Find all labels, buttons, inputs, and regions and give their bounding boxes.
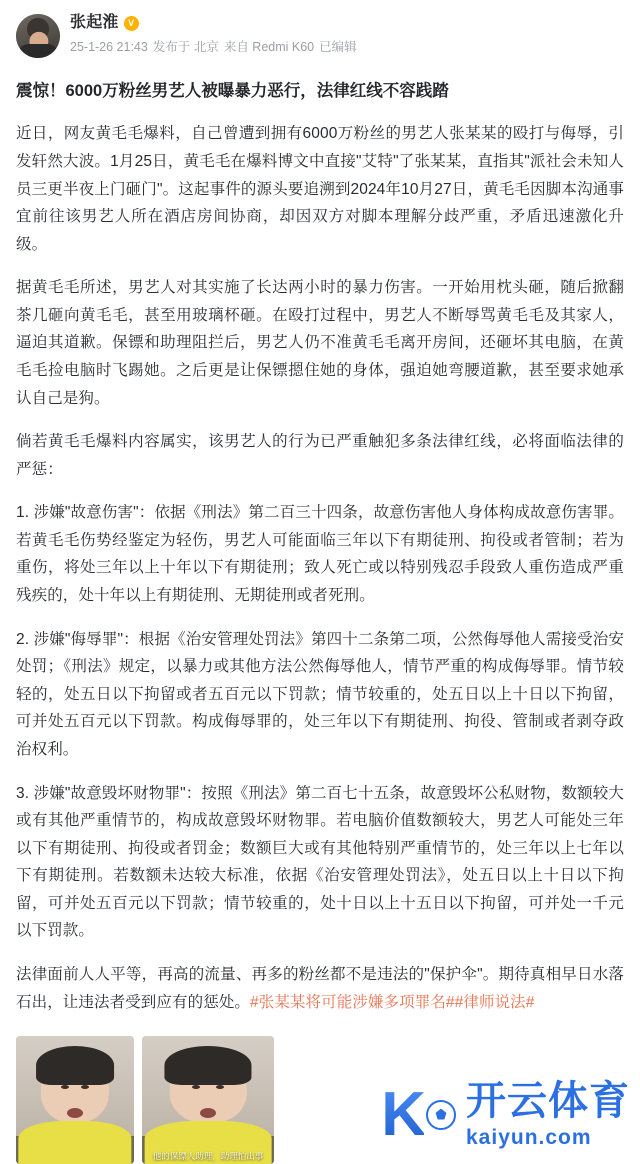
thumb-hair: [36, 1046, 114, 1084]
thumb-mouth: [200, 1108, 216, 1118]
thumb-caption: 他的保镖人助理，助理怕出事: [152, 1150, 264, 1161]
post-header: [0, 0, 640, 64]
post-paragraph: 倘若黄毛毛爆料内容属实，该男艺人的行为已严重触犯多条法律红线，必将面临法律的严惩：: [16, 433, 624, 478]
post-paragraph: 1. 涉嫌"故意伤害"：依据《刑法》第二百三十四条，故意伤害他人身体构成故意伤害罪。若黄毛毛伤势经鉴定为轻伤，男艺人可能面临三年以下有期徒刑、拘役或者管制；若为重伤，将处三年以上十年以下有期徒刑；致人死亡或以特别残忍手段致人重伤造成严重残疾的，处十年以上有期徒刑、无期徒刑或者死刑。: [16, 504, 624, 605]
vip-badge-icon: V: [124, 16, 139, 31]
avatar[interactable]: [16, 14, 60, 58]
author-info: [70, 14, 357, 55]
screenshot-thumb-2[interactable]: [142, 1036, 274, 1164]
post-meta: [70, 40, 357, 55]
thumb-hair: [164, 1046, 251, 1084]
screenshot-thumb-1[interactable]: [16, 1036, 134, 1164]
author-name[interactable]: 张起淮: [70, 14, 119, 31]
thumb-eye-right: [216, 1085, 224, 1089]
post-edited-flag: 已编辑: [319, 40, 357, 54]
thumb-caption: [16, 1158, 134, 1164]
thumb-eye-right: [81, 1085, 89, 1089]
post-title: 震惊！6000万粉丝男艺人被曝暴力恶行，法律红线不容践踏: [16, 82, 449, 100]
author-name-row: [70, 15, 357, 31]
watermark-brand-cn: 开云体育: [466, 1079, 630, 1124]
watermark-brand-en: kaiyun.com: [466, 1126, 592, 1150]
post-paragraph: 近日，网友黄毛毛爆料，自己曾遭到拥有6000万粉丝的男艺人张某某的殴打与侮辱，引发轩然大波。1月25日，黄毛毛在爆料博文中直接"艾特"了张某某，直指其"派社会未知人员三更半夜上门砸门"。这起事件的源头要追溯到2024年10月27日，黄毛毛因脚本沟通事宜前往该男艺人所在酒店房间协商，却因双方对脚本理解分歧严重，矛盾迅速激化升级。: [16, 125, 624, 253]
post-paragraph: 2. 涉嫌"侮辱罪"：根据《治安管理处罚法》第四十二条第二项，公然侮辱他人需接受治安处罚；《刑法》规定，以暴力或其他方法公然侮辱他人，情节严重的构成侮辱罪。情节较轻的，处五日以下拘留或者五百元以下罚款；情节较重的，处五日以上十日以下拘留，可并处五百元以下罚款。构成侮辱罪的，处三年以下有期徒刑、拘役、管制或者剥夺政治权利。: [16, 630, 624, 758]
post-content: [0, 64, 640, 1016]
post-datetime: 25-1-26 21:43: [70, 40, 148, 54]
thumb-eye-left: [192, 1085, 200, 1089]
thumb-mouth: [67, 1108, 83, 1118]
post-paragraph: 3. 涉嫌"故意毁坏财物罪"：按照《刑法》第二百七十五条，故意毁坏公私财物，数额较大或有其他严重情节的，构成故意毁坏财物罪。若电脑价值数额较大，男艺人可能处三年以下有期徒刑、拘役或者罚金；数额巨大或有其他特别严重情节的，处三年以上七年以下有期徒刑。若数额未达较大标准，依据《治安管理处罚法》，处五日以上十日以下拘留，可并处五百元以下罚款；情节较重的，处十日以上十五日以下拘留，可并处一千元以下罚款。: [16, 784, 624, 940]
post-device[interactable]: 来自 Redmi K60: [223, 40, 315, 54]
post-closing-paragraph: [16, 961, 624, 1016]
hashtag-links[interactable]: #张某某将可能涉嫌多项罪名##律师说法#: [250, 993, 535, 1011]
post-location: 发布于 北京: [152, 40, 219, 54]
thumb-eye-left: [61, 1085, 69, 1089]
avatar-shirt: [17, 44, 59, 58]
image-gallery: [0, 1032, 640, 1164]
closing-text: 法律面前人人平等，再高的流量、再多的粉丝都不是违法的"保护伞"。期待真相早日水落石出，让违法者受到应有的惩处。: [16, 966, 624, 1011]
post-paragraph: 据黄毛毛所述，男艺人对其实施了长达两小时的暴力伤害。一开始用枕头砸，随后掀翻茶几砸向黄毛毛，甚至用玻璃杯砸。在殴打过程中，男艺人不断辱骂黄毛毛及其家人，逼迫其道歉。保镖和助理阻拦后，男艺人仍不准黄毛毛离开房间，还砸坏其电脑，在黄毛毛捡电脑时飞踢她。之后更是让保镖摁住她的身体，强迫她弯腰道歉，甚至要求她承认自己是狗。: [16, 279, 624, 407]
watermark-logo-letter: K: [381, 1079, 424, 1149]
